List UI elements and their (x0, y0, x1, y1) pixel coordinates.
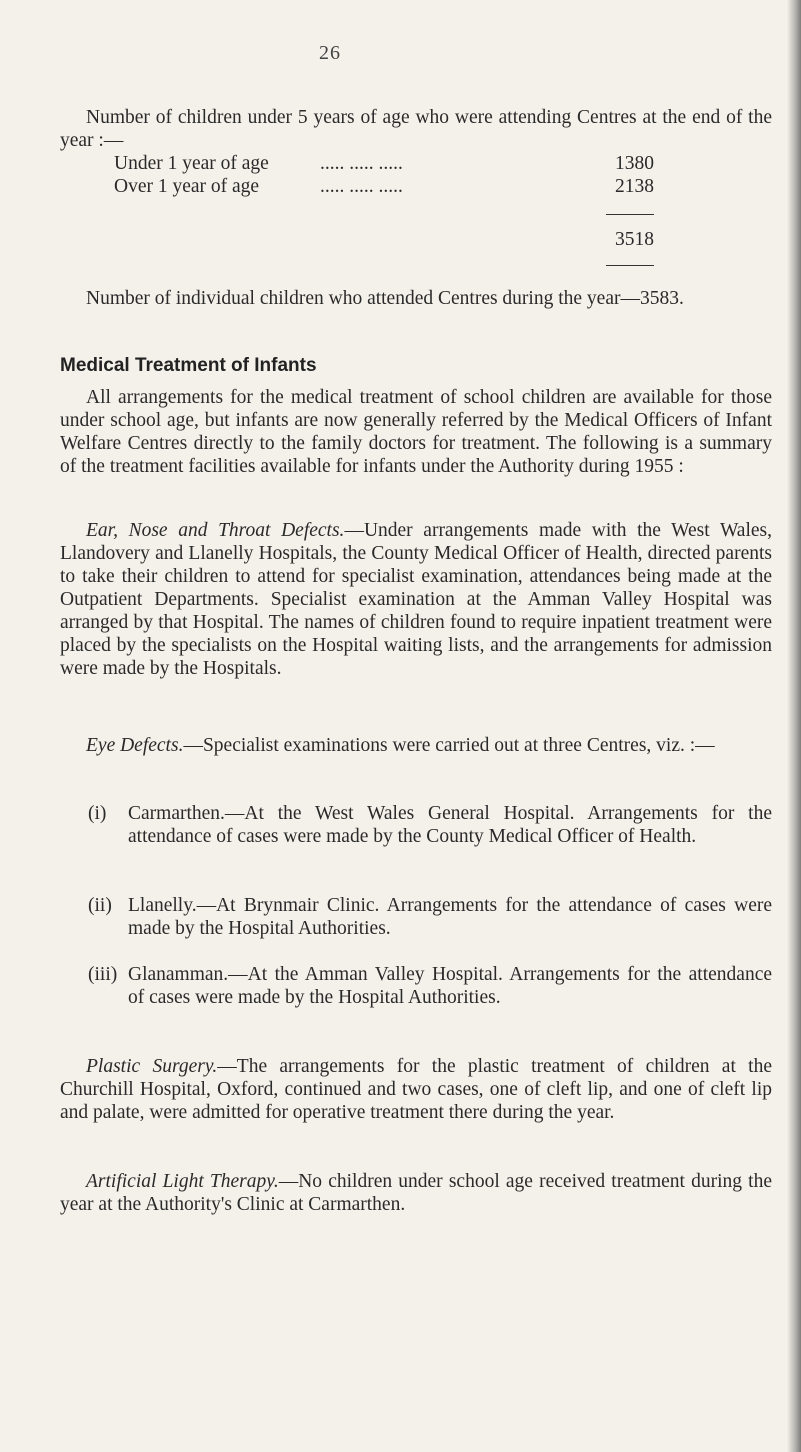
light-title: Artificial Light Therapy. (86, 1171, 279, 1192)
list-item-number: (iii) (88, 964, 118, 985)
plastic-title: Plastic Surgery. (86, 1056, 218, 1077)
tally-label: Over 1 year of age (114, 176, 260, 197)
attendance-intro: Number of children under 5 years of age who were attending Centres at the end of the year :— (60, 107, 772, 151)
tally-row-under-1 (114, 152, 654, 175)
plastic-surgery-paragraph (60, 1055, 772, 1124)
eye-text: —Specialist examinations were carried out at three Centres, viz. :— (183, 735, 715, 756)
light-text: —No children under school age received treatment during the year at the Authority's Clinic at Carmarthen. (60, 1171, 772, 1215)
plastic-text: —The arrangements for the plastic treatment of children at the Churchill Hospital, Oxford, continued and two cases, one of cleft lip, and one of cleft lip and palate, were admitted for operative treatment there during the year. (60, 1056, 772, 1123)
sum-rule-bottom (606, 265, 654, 266)
tally-value: 1380 (615, 153, 654, 174)
list-item-text: Glanamman.—At the Amman Valley Hospital. Arrangements for the attendance of cases were made by the Hospital Authorities. (128, 964, 772, 1008)
tally-total: 3518 (615, 229, 654, 250)
sum-rule-top (606, 214, 654, 215)
eye-paragraph (60, 734, 772, 757)
eye-title: Eye Defects. (86, 735, 184, 756)
tally-value: 2138 (615, 176, 654, 197)
tally-leader-dots: ..... ..... ..... (320, 153, 403, 174)
ent-text: —Under arrangements made with the West Wales, Llandovery and Llanelly Hospitals, the County Medical Officer of Health, directed parents to take their children to attend for specialist examination, attendances being made at the Outpatient Departments. Specialist examination at the Amman Valley Hospital was arranged by that Hospital. The names of children found to require inpatient treatment were placed by the specialists on the Hospital waiting lists, and the arrangements for admission were made by the Hospitals. (60, 520, 772, 679)
list-item-text: Llanelly.—At Brynmair Clinic. Arrangements for the attendance of cases were made by the Hospital Authorities. (128, 895, 772, 939)
tally-leader-dots: ..... ..... ..... (320, 176, 403, 197)
individual-children-paragraph: Number of individual children who attended Centres during the year—3583. (86, 288, 684, 309)
list-item-number: (i) (88, 803, 107, 824)
tally-label: Under 1 year of age (114, 153, 269, 174)
list-item-text: Carmarthen.—At the West Wales General Hospital. Arrangements for the attendance of cases were made by the County Medical Officer of Health. (128, 803, 772, 847)
section-heading: Medical Treatment of Infants (60, 355, 317, 376)
list-item-number: (ii) (88, 895, 112, 916)
ent-paragraph (60, 519, 772, 680)
light-therapy-paragraph (60, 1170, 772, 1216)
intro-paragraph: All arrangements for the medical treatment of school children are available for those under school age, but infants are now generally referred by the Medical Officers of Infant Welfare Centres directly to the family doctors for treatment. The following is a summary of the treatment facilities available for infants under the Authority during 1955 : (60, 387, 772, 477)
tally-total-row (114, 228, 654, 251)
page-number: 26 (319, 42, 341, 64)
tally-row-over-1 (114, 175, 654, 198)
page-edge-shadow (787, 0, 801, 1452)
ent-title: Ear, Nose and Throat Defects. (86, 520, 345, 541)
